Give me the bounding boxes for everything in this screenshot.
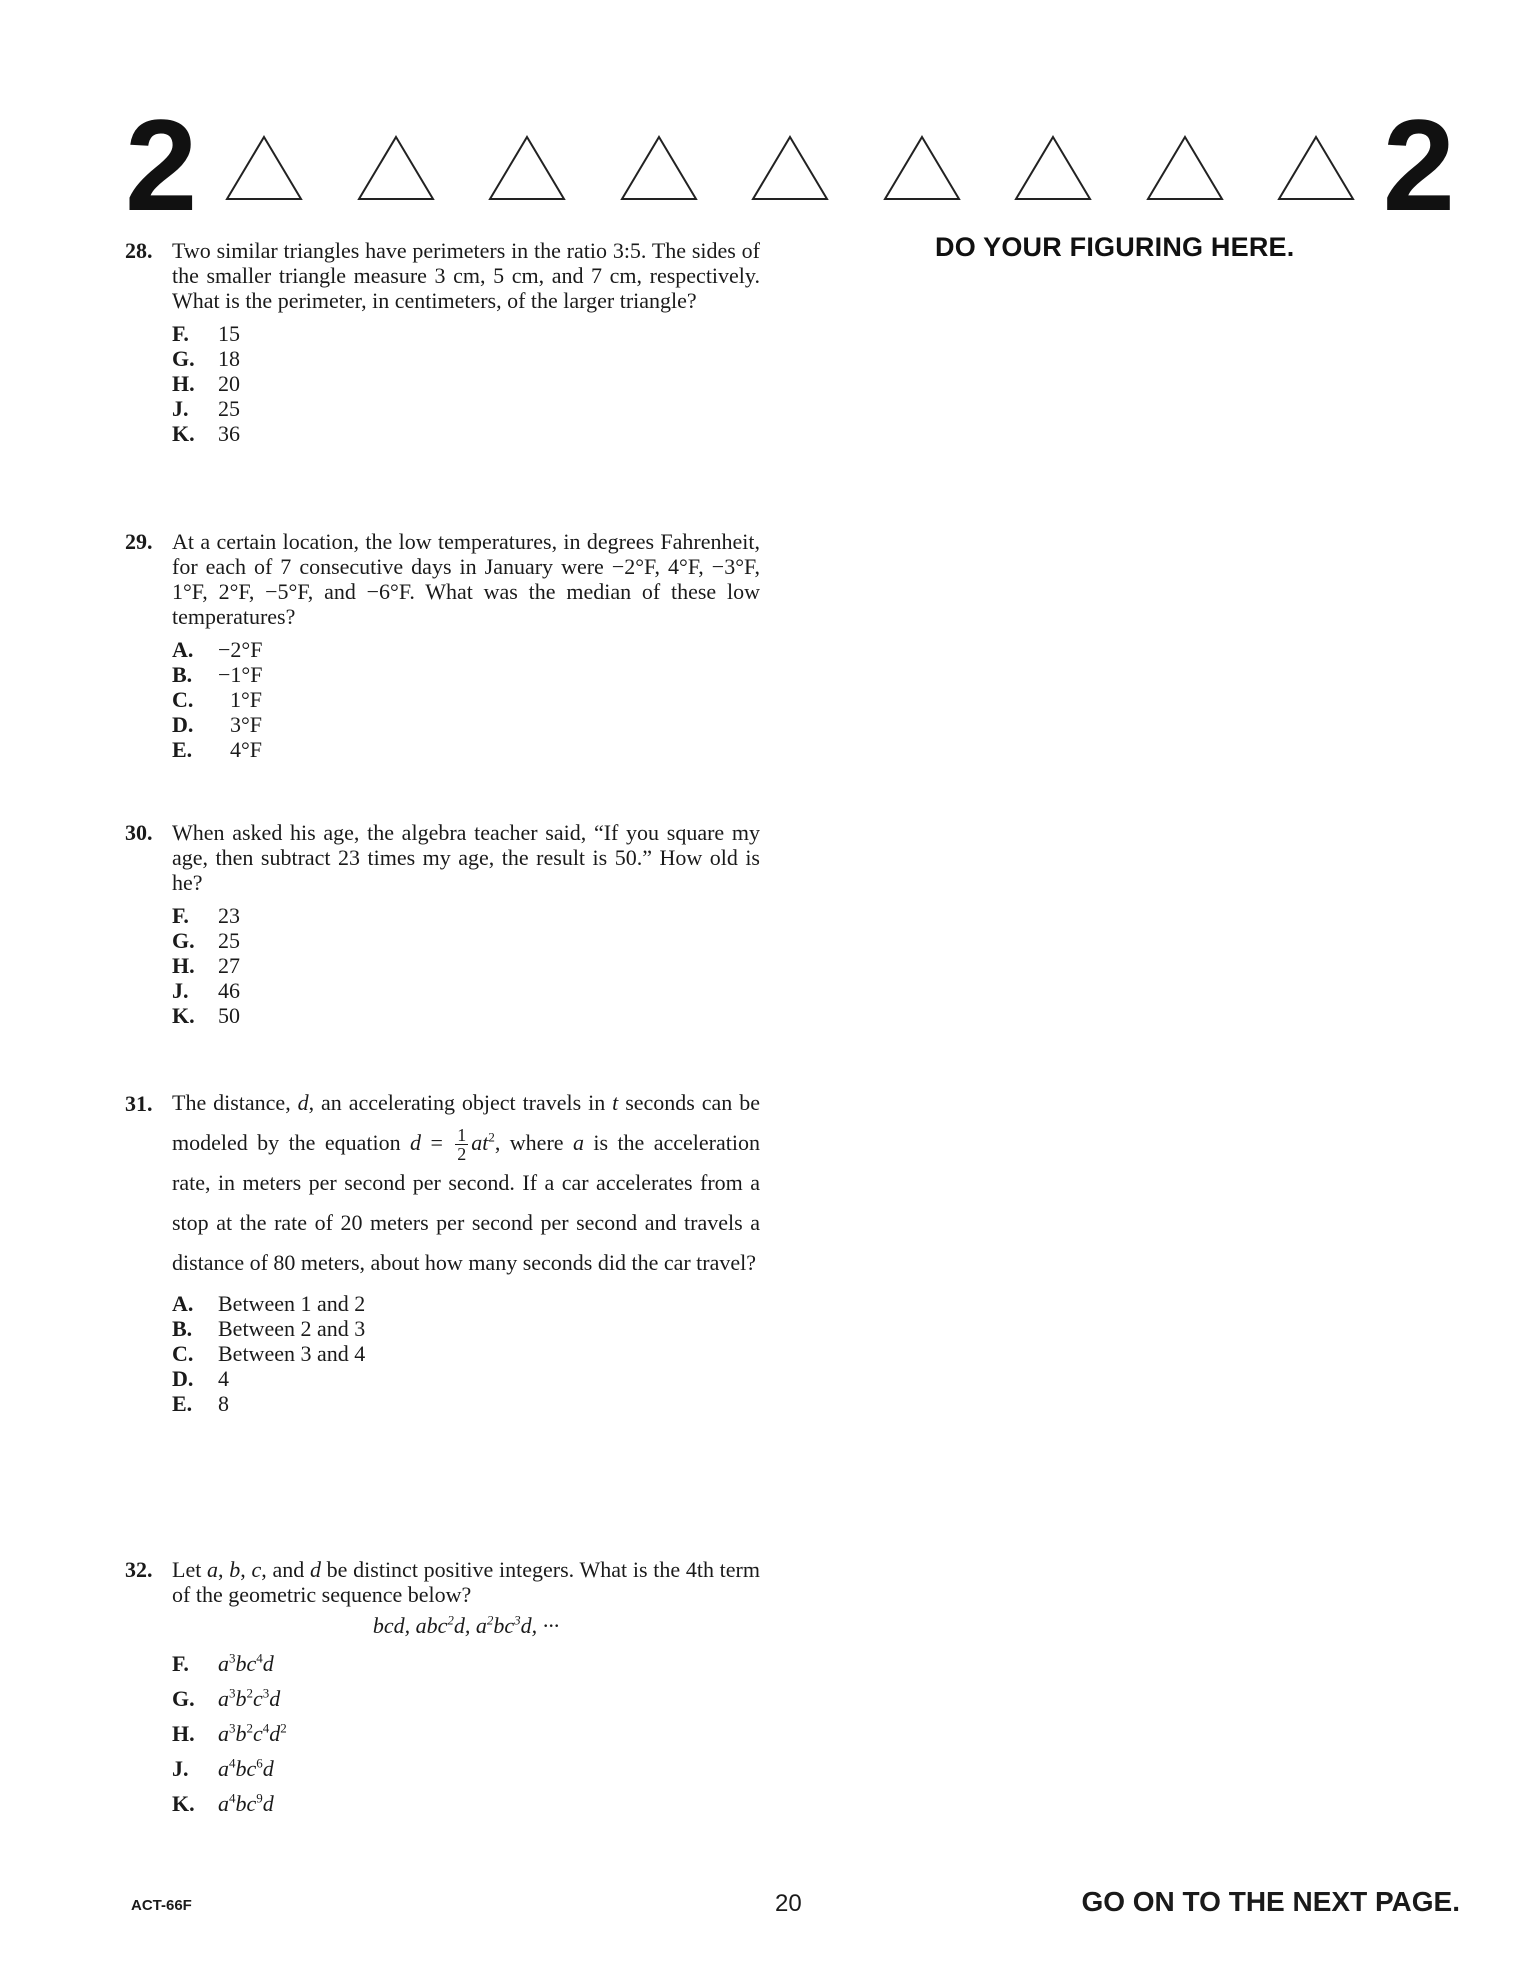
next-page-instruction: GO ON TO THE NEXT PAGE. [1081,1886,1460,1917]
question-28 [125,238,760,446]
question-text: At a certain location, the low temperatures, in degrees Fahrenheit, for each of 7 consecutive days in January were −2°F, 4°F, −3°F, 1°F, 2°F, −5°F, and −6°F. What was the median of these low temperatures? [172,529,760,629]
answer-choices [172,1291,760,1416]
question-number: 28. [125,238,153,263]
question-number: 31. [125,1091,153,1116]
triangle-outline-icon [1146,135,1224,201]
question-number: 30. [125,820,153,845]
question-29 [125,529,760,762]
answer-choice[interactable]: B. Between 2 and 3 [172,1316,366,1342]
answer-choice[interactable]: D. 3°F [172,712,263,737]
answer-choice[interactable]: K. 50 [172,1003,240,1028]
answer-choice[interactable]: E. 4°F [172,737,263,762]
answer-choice[interactable]: B. −1°F [172,662,263,687]
answer-choices [172,903,760,1028]
answer-choice[interactable]: H. $a^3b^2c^4d^2$ [172,1720,287,1746]
question-text: Let a, b, c, and d be distinct positive integers. What is the 4th term of the geometric sequence below? [172,1557,760,1607]
section-number-right: 2 [1382,92,1455,238]
section-number-left: 2 [125,92,198,238]
geometric-sequence: bcd, abc$^2$d, $a^2bc^3d$, ··· [372,1612,560,1638]
question-31 [125,1083,760,1416]
question-number: 29. [125,529,153,554]
answer-choice[interactable]: G. $a^3b^2c^3d$ [172,1685,281,1711]
answer-choice[interactable]: K. $a^4bc^9d$ [172,1790,274,1816]
answer-choice[interactable]: C. 1°F [172,687,263,712]
question-text: When asked his age, the algebra teacher said, “If you square my age, then subtract 23 times my age, the result is 50.” How old is he? [172,820,760,895]
answer-choice[interactable]: J. 25 [172,396,240,421]
answer-choice[interactable]: F. $a^3bc^4d$ [172,1650,274,1676]
question-text: Two similar triangles have perimeters in the ratio 3:5. The sides of the smaller triangle measure 3 cm, 5 cm, and 7 cm, respectively. What is the perimeter, in centimeters, of the larger triangle? [172,238,760,313]
answer-choice[interactable]: C. Between 3 and 4 [172,1341,366,1367]
answer-choice[interactable]: J. $a^4bc^6d$ [172,1755,274,1781]
triangle-row [225,135,1355,205]
triangle-outline-icon [1014,135,1092,201]
answer-choice[interactable]: K. 36 [172,421,240,446]
answer-choice[interactable]: G. 18 [172,346,240,371]
triangle-outline-icon [357,135,435,201]
figuring-label: DO YOUR FIGURING HERE. [935,232,1295,262]
answer-choices [172,1646,760,1821]
form-code: ACT-66F [131,1897,192,1914]
answer-choice[interactable]: F. 23 [172,903,240,928]
answer-choices [172,637,760,762]
section-header [125,92,1455,238]
question-30 [125,820,760,1028]
triangle-outline-icon [620,135,698,201]
answer-choice[interactable]: H. 27 [172,953,240,978]
page-number: 20 [775,1890,802,1917]
question-number: 32. [125,1557,153,1582]
question-32 [125,1557,760,1821]
triangle-outline-icon [225,135,303,201]
triangle-outline-icon [751,135,829,201]
answer-choice[interactable]: J. 46 [172,978,240,1003]
answer-choice[interactable]: A. −2°F [172,637,263,662]
question-text: The distance, d, an accelerating object travels in t seconds can be modeled by the equation d = $\frac{1}{2}$ $at^2$, where a is the acceleration rate, in meters per second per second. If a car accelerates from a stop at the rate of 20 meters per second per second and travels a distance of 80 meters, about how many seconds did the car travel? [172,1090,760,1276]
answer-choice[interactable]: A. Between 1 and 2 [172,1291,366,1317]
answer-choice[interactable]: F. 15 [172,321,240,346]
answer-choice[interactable]: E. 8 [172,1391,229,1417]
answer-choice[interactable]: G. 25 [172,928,240,953]
fraction-one-half: $\frac{1}{2}$ [457,1125,467,1165]
triangle-outline-icon [1277,135,1355,201]
answer-choice[interactable]: H. 20 [172,371,240,396]
answer-choice[interactable]: D. 4 [172,1366,229,1392]
triangle-outline-icon [883,135,961,201]
answer-choices [172,321,760,446]
triangle-outline-icon [488,135,566,201]
